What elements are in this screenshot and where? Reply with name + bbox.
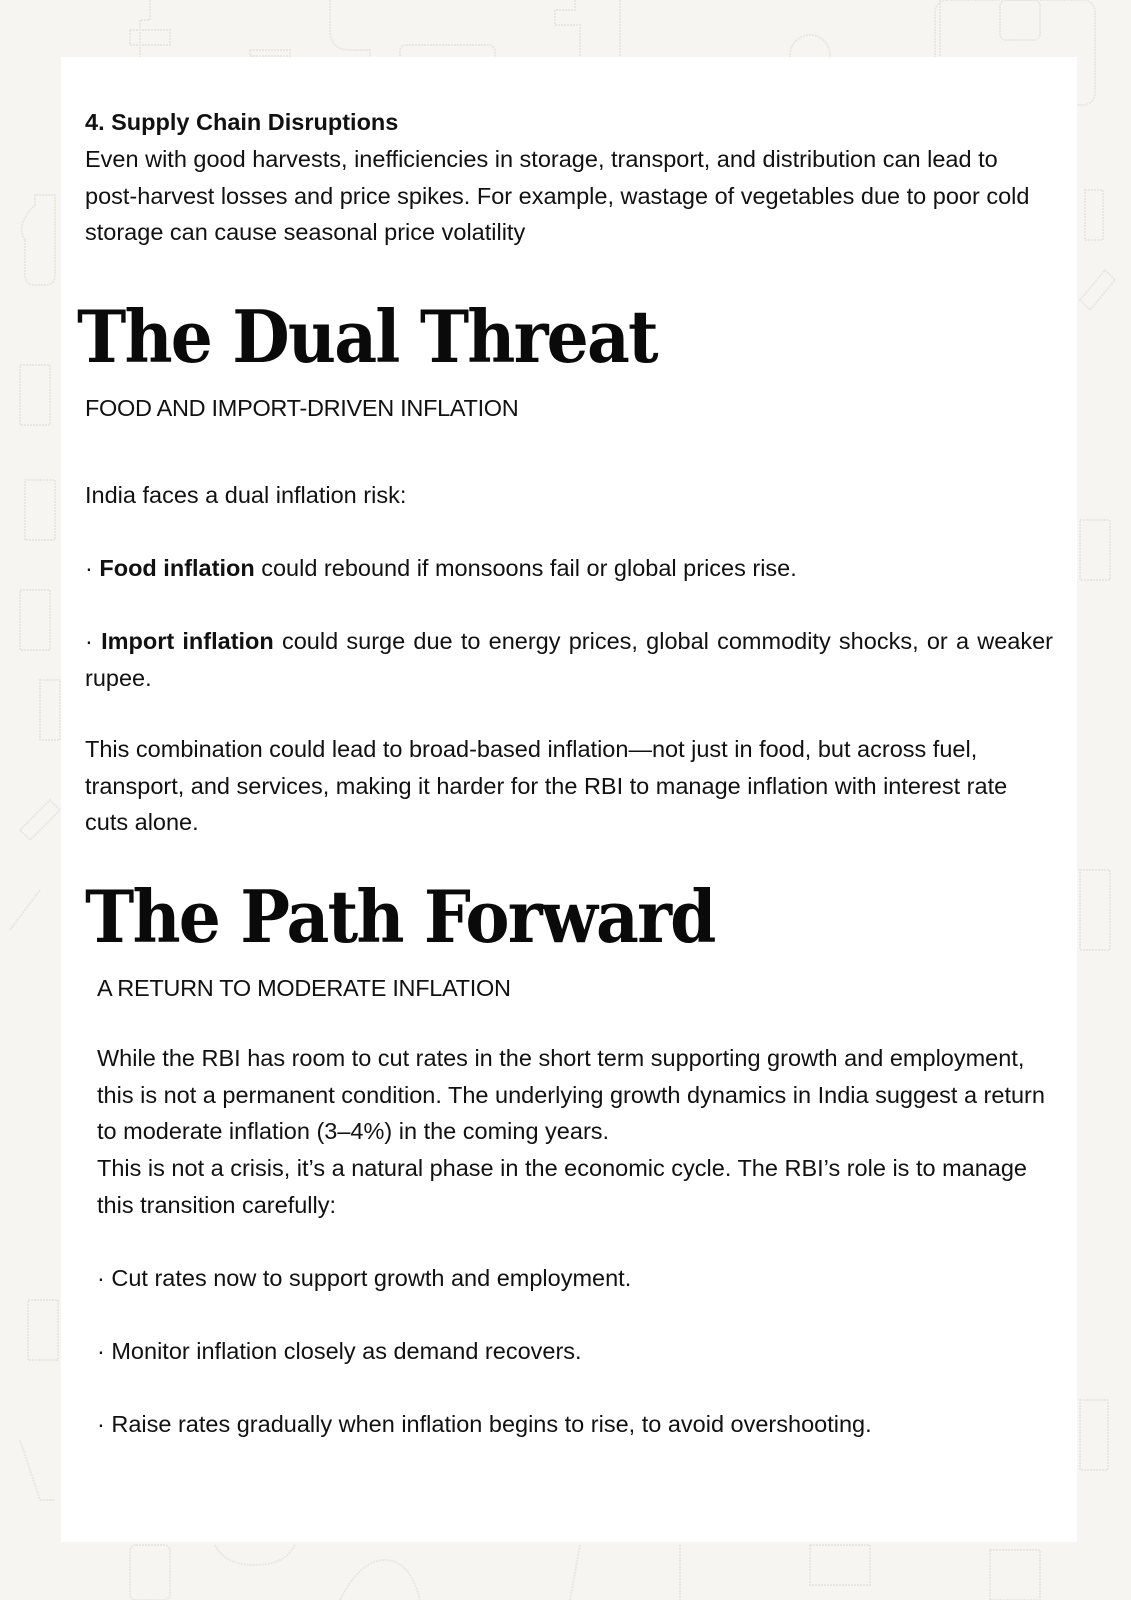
bullet-marker: ·	[85, 555, 100, 581]
path-forward-subtitle: A RETURN TO MODERATE INFLATION	[97, 975, 511, 1001]
bullet-marker: ·	[85, 628, 102, 654]
bullet-text: could surge due to energy prices, global commodity shocks, or a weaker rupee.	[85, 628, 1053, 691]
path-forward-paragraph-1: While the RBI has room to cut rates in the short term supporting growth and employment, this is not a permanent condition. The underlying growth dynamics in India suggest a return to moderate inflation (3–4%) in the coming years.	[97, 1045, 1045, 1145]
path-forward-title: The Path Forward	[85, 874, 715, 959]
bullet-cut-rates: · Cut rates now to support growth and employment.	[97, 1265, 632, 1291]
dual-threat-subtitle: FOOD AND IMPORT-DRIVEN INFLATION	[85, 395, 519, 421]
bullet-bold-term: Import inflation	[101, 628, 274, 654]
dual-threat-conclusion: This combination could lead to broad-based inflation—not just in food, but across fuel, transport, and services, making it harder for the RBI to manage inflation with interest rate cuts alone.	[85, 736, 1008, 836]
section-heading: 4. Supply Chain Disruptions	[85, 109, 399, 135]
bullet-food-inflation	[85, 550, 1053, 587]
dual-threat-title: The Dual Threat	[77, 294, 657, 379]
section-body: Even with good harvests, inefficiencies in storage, transport, and distribution can lead to post-harvest losses and price spikes. For example, wastage of vegetables due to poor cold storage can cause seasonal price volatility	[85, 146, 1030, 246]
dual-threat-intro: India faces a dual inflation risk:	[85, 482, 407, 508]
bullet-monitor-inflation: · Monitor inflation closely as demand recovers.	[97, 1338, 582, 1364]
bullet-text: could rebound if monsoons fail or global prices rise.	[254, 555, 797, 581]
bullet-bold-term: Food inflation	[99, 555, 255, 581]
document-card	[61, 57, 1077, 1542]
bullet-raise-rates: · Raise rates gradually when inflation begins to rise, to avoid overshooting.	[97, 1411, 872, 1437]
path-forward-paragraph-2: This is not a crisis, it’s a natural phase in the economic cycle. The RBI’s role is to manage this transition carefully:	[97, 1155, 1027, 1218]
bullet-import-inflation	[85, 623, 1053, 696]
